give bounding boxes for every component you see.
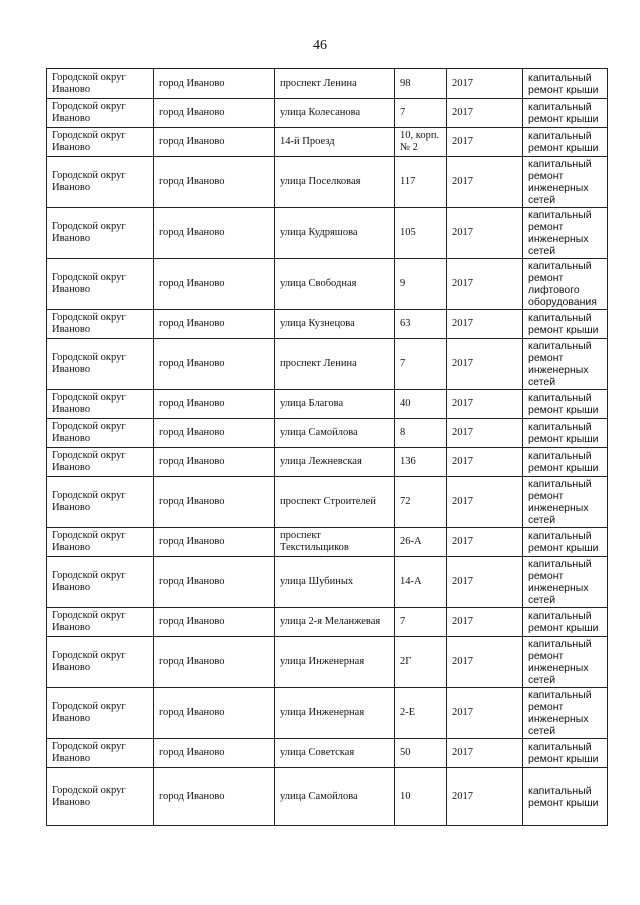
table-row (47, 69, 608, 99)
district-cell: Городской округ Иваново (47, 637, 154, 688)
house-number-cell: 98 (395, 69, 447, 99)
street-cell: улица 2-я Меланжевая (275, 608, 395, 637)
street-cell: проспект Текстильщиков (275, 528, 395, 557)
street-cell: улица Самойлова (275, 768, 395, 826)
city-cell: город Иваново (154, 477, 275, 528)
year-cell: 2017 (447, 528, 523, 557)
house-number-cell: 8 (395, 419, 447, 448)
street-cell: улица Кузнецова (275, 310, 395, 339)
year-cell: 2017 (447, 339, 523, 390)
city-cell: город Иваново (154, 637, 275, 688)
year-cell: 2017 (447, 99, 523, 128)
street-cell: улица Кудряшова (275, 208, 395, 259)
house-number-cell: 63 (395, 310, 447, 339)
table-row (47, 208, 608, 259)
district-cell: Городской округ Иваново (47, 477, 154, 528)
house-number-cell: 40 (395, 390, 447, 419)
work-type-cell: капитальный ремонт инженерных сетей (523, 157, 608, 208)
district-cell: Городской округ Иваново (47, 69, 154, 99)
work-type-cell: капитальный ремонт инженерных сетей (523, 208, 608, 259)
street-cell: 14-й Проезд (275, 128, 395, 157)
district-cell: Городской округ Иваново (47, 339, 154, 390)
year-cell: 2017 (447, 259, 523, 310)
work-type-cell: капитальный ремонт инженерных сетей (523, 688, 608, 739)
work-type-cell: капитальный ремонт крыши (523, 69, 608, 99)
street-cell: улица Шубиных (275, 557, 395, 608)
table-row (47, 477, 608, 528)
table-row (47, 768, 608, 826)
house-number-cell: 117 (395, 157, 447, 208)
year-cell: 2017 (447, 688, 523, 739)
table-row (47, 528, 608, 557)
table-row (47, 157, 608, 208)
street-cell: улица Советская (275, 739, 395, 768)
street-cell: улица Инженерная (275, 637, 395, 688)
city-cell: город Иваново (154, 390, 275, 419)
district-cell: Городской округ Иваново (47, 557, 154, 608)
work-type-cell: капитальный ремонт крыши (523, 739, 608, 768)
work-type-cell: капитальный ремонт крыши (523, 128, 608, 157)
city-cell: город Иваново (154, 448, 275, 477)
district-cell: Городской округ Иваново (47, 259, 154, 310)
street-cell: проспект Ленина (275, 339, 395, 390)
city-cell: город Иваново (154, 310, 275, 339)
district-cell: Городской округ Иваново (47, 390, 154, 419)
street-cell: улица Свободная (275, 259, 395, 310)
city-cell: город Иваново (154, 157, 275, 208)
work-type-cell: капитальный ремонт инженерных сетей (523, 477, 608, 528)
table-row (47, 390, 608, 419)
year-cell: 2017 (447, 477, 523, 528)
year-cell: 2017 (447, 128, 523, 157)
city-cell: город Иваново (154, 528, 275, 557)
work-type-cell: капитальный ремонт крыши (523, 419, 608, 448)
district-cell: Городской округ Иваново (47, 157, 154, 208)
house-number-cell: 7 (395, 608, 447, 637)
street-cell: проспект Ленина (275, 69, 395, 99)
house-number-cell: 10, корп. № 2 (395, 128, 447, 157)
table-row (47, 259, 608, 310)
work-type-cell: капитальный ремонт крыши (523, 390, 608, 419)
district-cell: Городской округ Иваново (47, 208, 154, 259)
house-number-cell: 26-А (395, 528, 447, 557)
repair-registry-table (46, 68, 608, 826)
table-row (47, 608, 608, 637)
year-cell: 2017 (447, 419, 523, 448)
work-type-cell: капитальный ремонт крыши (523, 448, 608, 477)
year-cell: 2017 (447, 768, 523, 826)
district-cell: Городской округ Иваново (47, 128, 154, 157)
year-cell: 2017 (447, 557, 523, 608)
district-cell: Городской округ Иваново (47, 608, 154, 637)
house-number-cell: 7 (395, 99, 447, 128)
city-cell: город Иваново (154, 608, 275, 637)
house-number-cell: 14-А (395, 557, 447, 608)
table-row (47, 419, 608, 448)
street-cell: улица Лежневская (275, 448, 395, 477)
city-cell: город Иваново (154, 99, 275, 128)
work-type-cell: капитальный ремонт крыши (523, 310, 608, 339)
house-number-cell: 105 (395, 208, 447, 259)
table-body (47, 69, 608, 826)
city-cell: город Иваново (154, 128, 275, 157)
table-row (47, 128, 608, 157)
district-cell: Городской округ Иваново (47, 528, 154, 557)
street-cell: проспект Строителей (275, 477, 395, 528)
year-cell: 2017 (447, 310, 523, 339)
district-cell: Городской округ Иваново (47, 419, 154, 448)
table-row (47, 688, 608, 739)
work-type-cell: капитальный ремонт крыши (523, 99, 608, 128)
page-number: 46 (313, 38, 327, 53)
city-cell: город Иваново (154, 419, 275, 448)
district-cell: Городской округ Иваново (47, 739, 154, 768)
district-cell: Городской округ Иваново (47, 688, 154, 739)
city-cell: город Иваново (154, 69, 275, 99)
street-cell: улица Поселковая (275, 157, 395, 208)
house-number-cell: 72 (395, 477, 447, 528)
year-cell: 2017 (447, 739, 523, 768)
district-cell: Городской округ Иваново (47, 768, 154, 826)
city-cell: город Иваново (154, 208, 275, 259)
work-type-cell: капитальный ремонт крыши (523, 768, 608, 826)
district-cell: Городской округ Иваново (47, 310, 154, 339)
work-type-cell: капитальный ремонт инженерных сетей (523, 557, 608, 608)
year-cell: 2017 (447, 208, 523, 259)
table-row (47, 739, 608, 768)
house-number-cell: 9 (395, 259, 447, 310)
year-cell: 2017 (447, 637, 523, 688)
year-cell: 2017 (447, 448, 523, 477)
house-number-cell: 2-Е (395, 688, 447, 739)
house-number-cell: 50 (395, 739, 447, 768)
year-cell: 2017 (447, 157, 523, 208)
table-row (47, 339, 608, 390)
house-number-cell: 136 (395, 448, 447, 477)
table-row (47, 310, 608, 339)
street-cell: улица Колесанова (275, 99, 395, 128)
district-cell: Городской округ Иваново (47, 99, 154, 128)
table-row (47, 448, 608, 477)
city-cell: город Иваново (154, 259, 275, 310)
city-cell: город Иваново (154, 339, 275, 390)
work-type-cell: капитальный ремонт инженерных сетей (523, 637, 608, 688)
table-row (47, 99, 608, 128)
street-cell: улица Благова (275, 390, 395, 419)
table-row (47, 637, 608, 688)
work-type-cell: капитальный ремонт крыши (523, 608, 608, 637)
street-cell: улица Самойлова (275, 419, 395, 448)
house-number-cell: 10 (395, 768, 447, 826)
city-cell: город Иваново (154, 768, 275, 826)
city-cell: город Иваново (154, 739, 275, 768)
year-cell: 2017 (447, 390, 523, 419)
house-number-cell: 7 (395, 339, 447, 390)
year-cell: 2017 (447, 608, 523, 637)
city-cell: город Иваново (154, 688, 275, 739)
work-type-cell: капитальный ремонт инженерных сетей (523, 339, 608, 390)
street-cell: улица Инженерная (275, 688, 395, 739)
work-type-cell: капитальный ремонт крыши (523, 528, 608, 557)
district-cell: Городской округ Иваново (47, 448, 154, 477)
year-cell: 2017 (447, 69, 523, 99)
city-cell: город Иваново (154, 557, 275, 608)
table-row (47, 557, 608, 608)
house-number-cell: 2Г (395, 637, 447, 688)
work-type-cell: капитальный ремонт лифтового оборудования (523, 259, 608, 310)
